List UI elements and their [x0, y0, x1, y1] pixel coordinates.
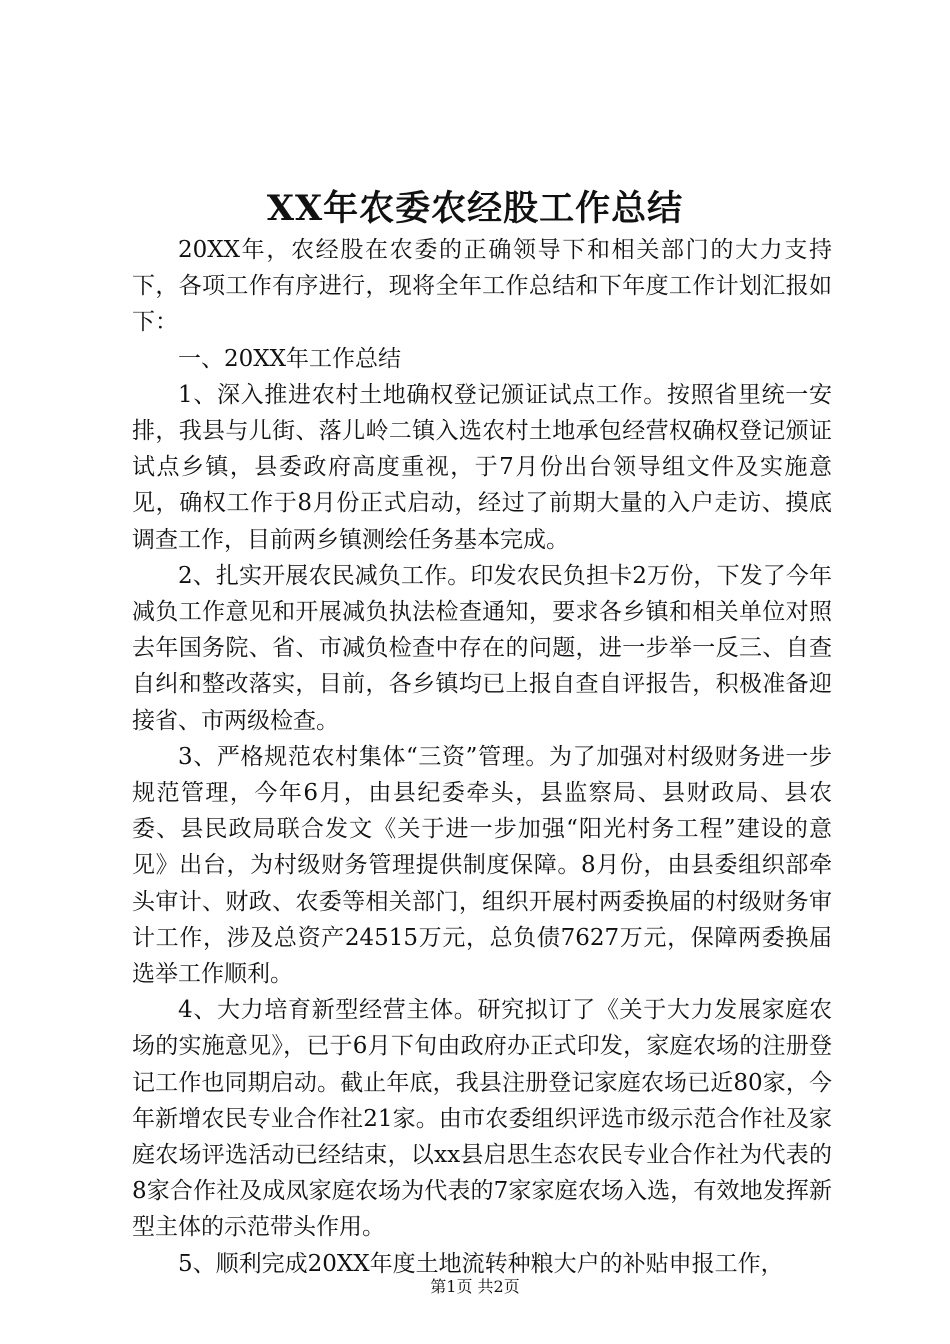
item-paragraph-2: 2、扎实开展农民减负工作。印发农民负担卡2万份，下发了今年减负工作意见和开展减负执法检查通知，要求各乡镇和相关单位对照去年国务院、省、市减负检查中存在的问题，进一步举一反三、自查自纠和整改落实，目前，各乡镇均已上报自查自评报告，积极准备迎接省、市两级检查。: [132, 562, 832, 734]
intro-paragraph: 20XX年，农经股在农委的正确领导下和相关部门的大力支持下，各项工作有序进行，现将全年工作总结和下年度工作计划汇报如下：: [132, 237, 832, 336]
item-paragraph-5: 5、顺利完成20XX年度土地流转种粮大户的补贴申报工作，: [178, 1250, 784, 1277]
item-paragraph-1: 1、深入推进农村土地确权登记颁证试点工作。按照省里统一安排，我县与儿街、落儿岭二镇入选农村土地承包经营权确权登记颁证试点乡镇，县委政府高度重视，于7月份出台领导组文件及实施意见，确权工作于8月份正式启动，经过了前期大量的入户走访、摸底调查工作，目前两乡镇测绘任务基本完成。: [132, 381, 832, 553]
document-title: XX年农委农经股工作总结: [266, 188, 684, 229]
item-paragraph-4: 4、大力培育新型经营主体。研究拟订了《关于大力发展家庭农场的实施意见》，已于6月下旬由政府办正式印发，家庭农场的注册登记工作也同期启动。截止年底，我县注册登记家庭农场已近80家，今年新增农民专业合作社21家。由市农委组织评选市级示范合作社及家庭农场评选活动已经结束，以xx县启思生态农民专业合作社为代表的8家合作社及成凤家庭农场为代表的7家家庭农场入选，有效地发挥新型主体的示范带头作用。: [132, 997, 832, 1241]
page-footer: 第1页 共2页: [430, 1277, 520, 1296]
section-heading: 一、20XX年工作总结: [178, 345, 402, 372]
item-paragraph-3: 3、严格规范农村集体“三资”管理。为了加强对村级财务进一步规范管理，今年6月，由县纪委牵头，县监察局、县财政局、县农委、县民政局联合发文《关于进一步加强“阳光村务工程”建设的意见》出台，为村级财务管理提供制度保障。8月份，由县委组织部牵头审计、财政、农委等相关部门，组织开展村两委换届的村级财务审计工作，涉及总资产24515万元，总负债7627万元，保障两委换届选举工作顺利。: [132, 743, 832, 988]
document-body: [132, 232, 832, 1282]
